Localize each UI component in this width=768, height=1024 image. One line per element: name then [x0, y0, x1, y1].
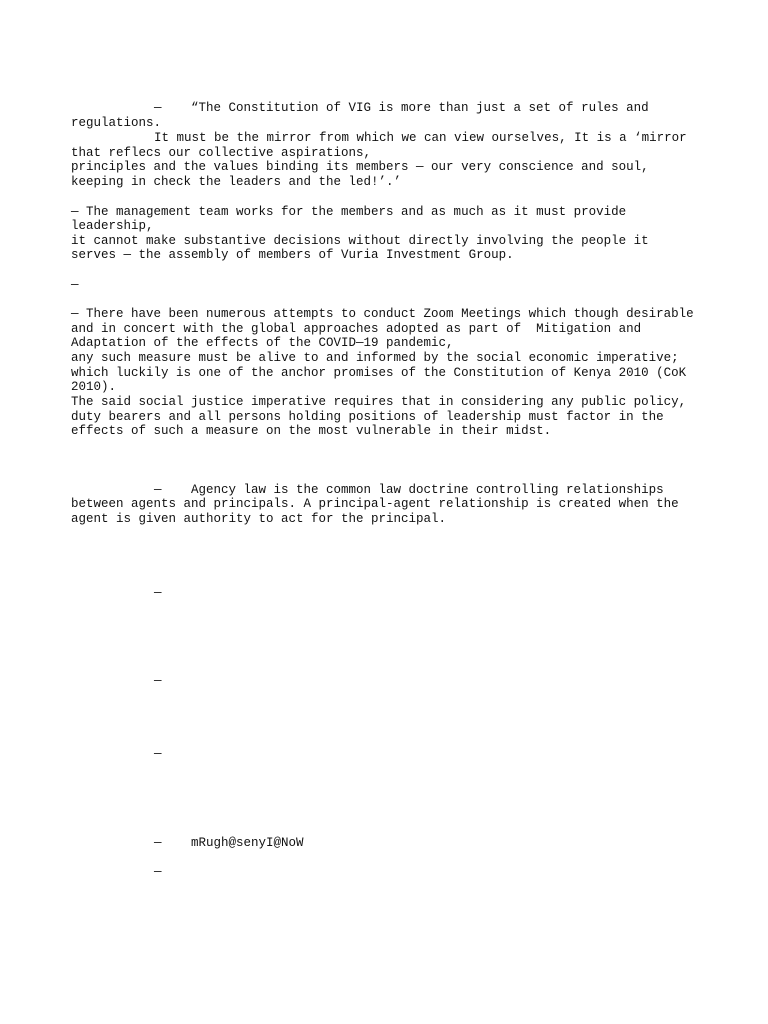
text-line: — The management team works for the members and as much as it must provide [71, 205, 627, 219]
lone-dash: — [71, 278, 79, 292]
text-line: — There have been numerous attempts to conduct Zoom Meetings which though desirable [71, 307, 694, 321]
text-line: serves — the assembly of members of Vuria Investment Group. [71, 248, 514, 262]
text-line: that reflecs our collective aspirations, [71, 146, 372, 160]
text-line: The said social justice imperative requires that in considering any public policy, [71, 395, 687, 409]
text-line: duty bearers and all persons holding positions of leadership must factor in the [71, 410, 664, 424]
empty-bullet-dash: — [154, 674, 162, 688]
text-line: between agents and principals. A principal-agent relationship is created when the [71, 497, 679, 511]
text-line: 2010). [71, 380, 117, 394]
bullet-dash: — [154, 101, 162, 115]
text-line: regulations. [71, 116, 162, 130]
bullet-dash: — [154, 836, 162, 850]
text-line: Agency law is the common law doctrine controlling relationships [191, 483, 664, 497]
text-line: It must be the mirror from which we can view ourselves, It is a ‘mirror [154, 131, 687, 145]
text-line: “The Constitution of VIG is more than just a set of rules and [191, 101, 649, 115]
text-line: which luckily is one of the anchor promises of the Constitution of Kenya 2010 (CoK [71, 366, 687, 380]
text-line: principles and the values binding its members — our very conscience and soul, [71, 160, 649, 174]
text-line: leadership, [71, 219, 154, 233]
empty-bullet-dash: — [154, 747, 162, 761]
text-line: effects of such a measure on the most vulnerable in their midst. [71, 424, 552, 438]
text-line: it cannot make substantive decisions without directly involving the people it [71, 234, 649, 248]
empty-bullet-dash: — [154, 865, 162, 879]
empty-bullet-dash: — [154, 586, 162, 600]
text-line: agent is given authority to act for the principal. [71, 512, 447, 526]
text-line: any such measure must be alive to and informed by the social economic imperative; [71, 351, 679, 365]
signature-text: mRugh@senyI@NoW [191, 836, 304, 850]
bullet-dash: — [154, 483, 162, 497]
text-line: keeping in check the leaders and the led!’.’ [71, 175, 402, 189]
text-line: and in concert with the global approaches adopted as part of Mitigation and [71, 322, 642, 336]
text-line: Adaptation of the effects of the COVID—19 pandemic, [71, 336, 454, 350]
